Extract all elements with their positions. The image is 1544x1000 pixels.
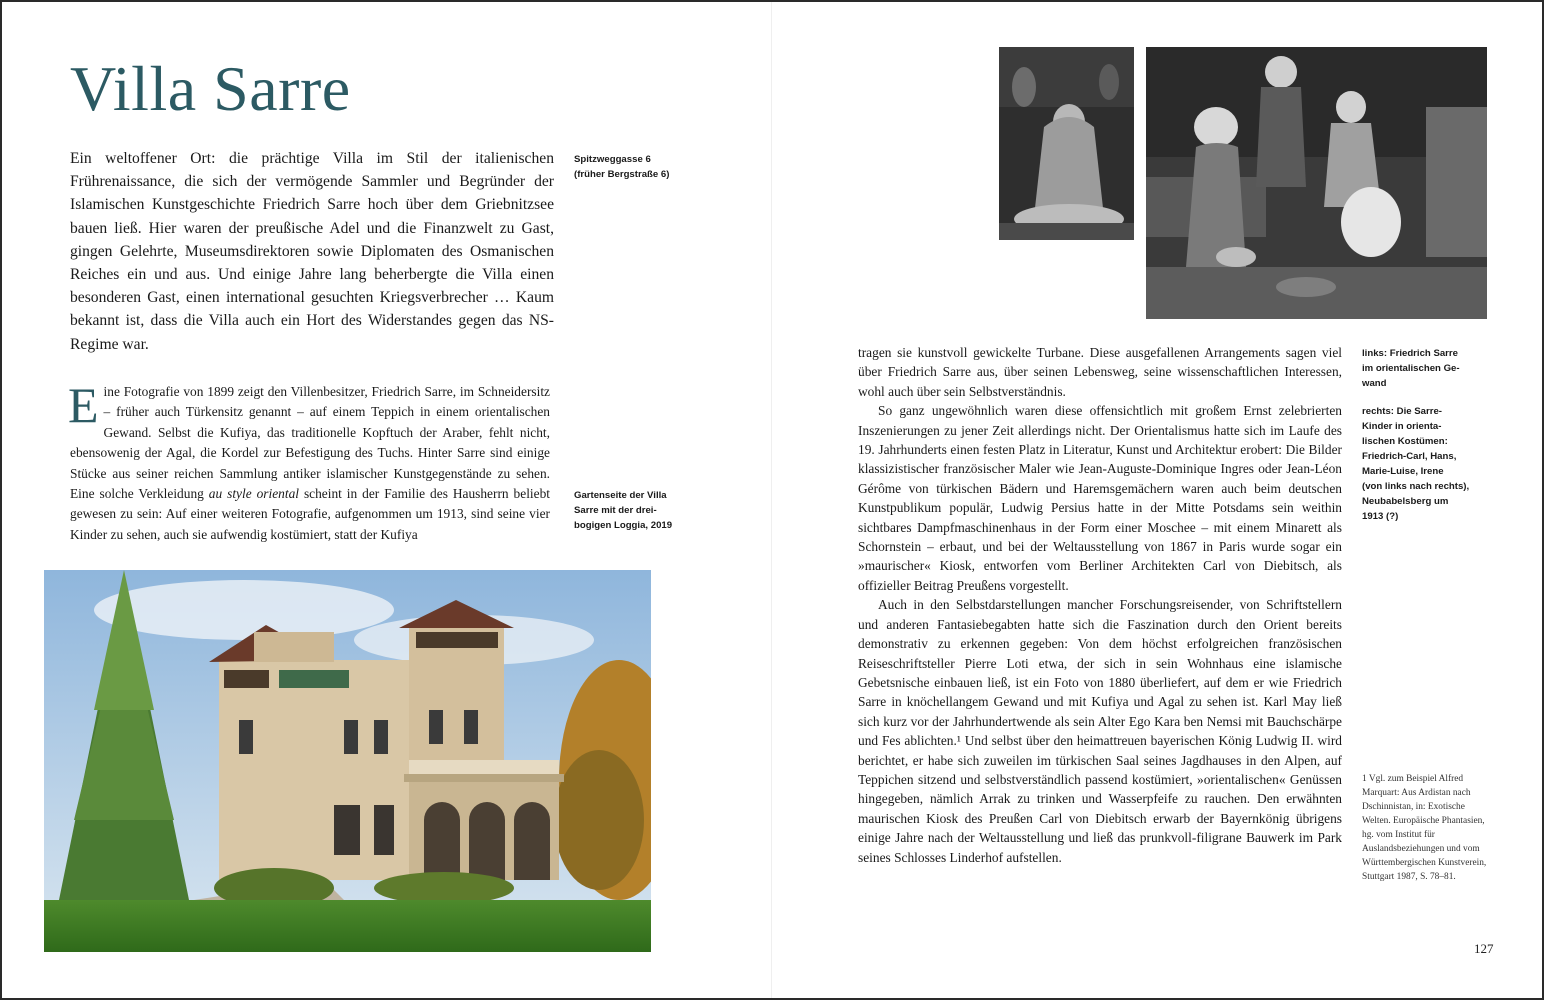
caption-line: Kinder in orienta- bbox=[1362, 421, 1442, 432]
caption-line: 1913 (?) bbox=[1362, 511, 1399, 522]
caption-line: Marie-Luise, Irene bbox=[1362, 466, 1444, 477]
caption-line: wand bbox=[1362, 378, 1387, 389]
caption-line: im orientalischen Ge- bbox=[1362, 363, 1460, 374]
intro-paragraph bbox=[70, 147, 554, 356]
caption-line: (von links nach rechts), bbox=[1362, 481, 1470, 492]
body-column-right bbox=[858, 343, 1342, 867]
sarre-children-graphic bbox=[1146, 47, 1487, 319]
sarre-children-photo bbox=[1146, 47, 1487, 319]
page-gutter bbox=[771, 2, 772, 998]
page-number: 127 bbox=[1474, 941, 1494, 956]
intro-text: Ein weltoffener Ort: die prächtige Villa im Stil der italienischen Frührenaissance, die sich der vermögende Sammler und Begründer der Islamischen Kunstgeschichte Friedrich Sarre hoch über dem Griebnitzsee bauen ließ. Hier waren der preußische Adel und die Finanzwelt zu Gast, gingen Gelehrte, Museumsdirektoren sowie Diplomaten des Osmanischen Reiches ein und aus. Und einige Jahre lang beherbergte die Villa einen besonderen Gast, einen international gesuchten Kriegsverbrecher … Kaum bekannt ist, dass die Villa auch ein Hort des Widerstandes gegen das NS-Regime war. bbox=[70, 150, 554, 353]
sarre-portrait-graphic bbox=[999, 47, 1134, 240]
caption-line: Sarre mit der drei- bbox=[574, 505, 657, 516]
left-photo-caption bbox=[1362, 346, 1460, 391]
caption-line: (früher Bergstraße 6) bbox=[574, 169, 670, 180]
body-text: ine Fotografie von 1899 zeigt den Villenbesitzer, Friedrich Sarre, im Schneidersitz – früher auch Türkensitz genannt – auf einem Teppich in einem orientalischen Gewand. Selbst die Kufiya, das traditionelle Kopftuch der Araber, fehlt nicht, ebensowenig der Agal, die Kordel zur Befestigung des Tuchs. Hinter Sarre sind einige Stücke aus seiner reichen Sammlung antiker islamischer Kunstgegenstände zu sehen. Eine solche Verkleidung bbox=[70, 384, 550, 502]
caption-line: bogigen Loggia, 2019 bbox=[574, 520, 673, 531]
right-photo-caption bbox=[1362, 404, 1469, 524]
body-text-italic: au style oriental bbox=[208, 486, 299, 502]
caption-line: lischen Kostümen: bbox=[1362, 436, 1448, 447]
caption-line: Friedrich-Carl, Hans, bbox=[1362, 451, 1457, 462]
garden-caption bbox=[574, 488, 672, 533]
caption-line: Spitzweggasse 6 bbox=[574, 154, 651, 165]
villa-photo-graphic bbox=[44, 570, 651, 952]
body-paragraph: tragen sie kunstvoll gewickelte Turbane. Diese ausgefallenen Arrangements sagen viel über Friedrich Sarre aus, über seinen Lebensweg, seine wissenschaftlichen Interessen, wohl auch über sein Selbstverständnis. bbox=[858, 345, 1342, 399]
page-title: Villa Sarre bbox=[70, 53, 351, 124]
caption-line: links: Friedrich Sarre bbox=[1362, 348, 1458, 359]
body-paragraph: Auch in den Selbstdarstellungen mancher Forschungsreisender, von Schriftstellern und anderen Fantasiebegabten hatte sich die Faszination durch den Orient bereits demonstrativ zu erkennen gegeben: Von dem höchst erfolgreichen französischen Reiseschriftsteller Pierre Loti etwa, der sich in sein Wohnhaus eine islamische Gebetsnische einbauen ließ, ist ein Foto von 1880 überliefert, auf dem er wie Friedrich Sarre in knöchellangem Gewand und mit Kufiya und Agal zu sehen ist. Karl May ließ sich kurz vor der Jahrhundertwende als sein Alter Ego Kara ben Nemsi mit Bauchschärpe und Fes ablichten.¹ Und selbst über den heimattreuen bayerischen König Ludwig II. wird berichtet, er habe sich zuweilen im türkischen Saal seines Jagdhauses in den Alpen, auf Teppichen sitzend und selbstverständlich passend kostümiert, »orientalischen« Genüssen hingegeben, nämlich Arrak zu trinken und Wasserpfeife zu rauchen. Den erwähnten maurischen Kiosk des Preußen Carl von Diebitsch erwarb der Bayernkönig übrigens einige Jahre nach der Weltausstellung und ließ das prunkvoll-filigrane Bauwerk im Park seines Schlosses Linderhof aufstellen. bbox=[858, 597, 1342, 865]
caption-line: Gartenseite der Villa bbox=[574, 490, 667, 501]
body-text: scheint in der Familie des Hausherrn beliebt gewesen zu sein: Auf einer weiteren Fotografie, aufgenommen um 1913, sind seine vier Kinder zu sehen, auch sie aufwendig kostümiert, statt der Kufiya bbox=[70, 486, 550, 542]
footnote: 1 Vgl. zum Beispiel Alfred Marquart: Aus Ardistan nach Dschinnistan, in: Exotische Welten. Europäische Phantasien, hg. vom Institut für Auslandsbeziehungen und vom Württembergischen Kunstverein, Stuttgart 1987, S. 78–81. bbox=[1362, 774, 1487, 882]
villa-photo bbox=[44, 570, 651, 952]
sarre-portrait-photo bbox=[999, 47, 1134, 240]
body-paragraph bbox=[68, 377, 550, 545]
drop-cap: E bbox=[68, 377, 99, 433]
caption-line: Neubabelsberg um bbox=[1362, 496, 1449, 507]
caption-line: rechts: Die Sarre- bbox=[1362, 406, 1442, 417]
body-paragraph: So ganz ungewöhnlich waren diese offensichtlich mit großem Ernst zelebrierten Inszenierungen zu jener Zeit allerdings nicht. Der Orientalismus hatte sich im Laufe des 19. Jahrhunderts einen festen Platz in Literatur, Kunst und Architektur erobert: Die Bilder klassizistischer französischer Maler wie Jean-Auguste-Dominique Ingres oder Jean-Léon Gérôme von türkischen Bädern und Haremsgemächern waren auch beim deutschen Kunstpublikum populär, Ludwig Persius hatte in der Mitte Potsdams sein weithin sichtbares Dampfmaschinenhaus in der Form einer Moschee – mit einem Minarett als Schornstein – erbaut, und bei der Weltausstellung von 1867 in Paris wurde sogar ein »maurischer« Kiosk, entworfen vom Berliner Architekten Carl von Diebitsch, als offizieller Beitrag Preußens vorgestellt. bbox=[858, 403, 1342, 593]
body-column-left bbox=[68, 377, 550, 545]
address-caption bbox=[574, 152, 669, 182]
